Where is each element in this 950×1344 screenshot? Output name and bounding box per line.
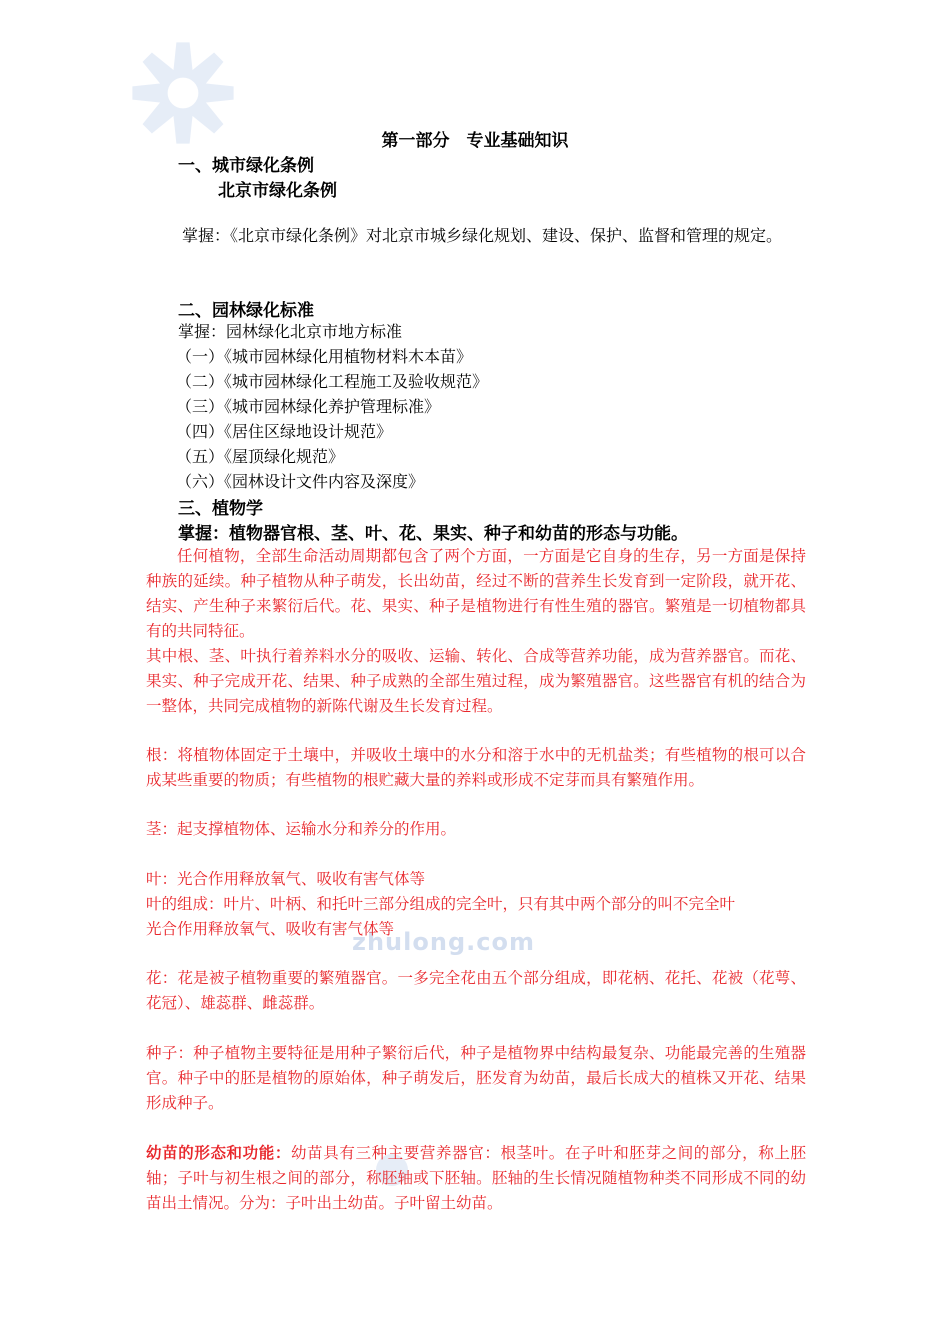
standard-item: （四）《居住区绿地设计规范》 <box>176 422 393 441</box>
section-1-body-block <box>146 223 806 248</box>
leaf-line-1: 叶：光合作用释放氧气、吸收有害气体等 <box>146 870 426 888</box>
standard-item: （二）《城市园林绿化工程施工及验收规范》 <box>176 372 489 391</box>
leaf-paragraph-block <box>146 867 806 942</box>
flower-paragraph: 花：花是被子植物重要的繁殖器官。一多完全花由五个部分组成，即花柄、花托、花被（花萼、花冠）、雄蕊群、雌蕊群。 <box>146 969 806 1012</box>
section-subheading-3: 掌握：植物器官根、茎、叶、花、果实、种子和幼苗的形态与功能。 <box>178 524 688 544</box>
seed-paragraph: 种子：种子植物主要特征是用种子繁衍后代，种子是植物界中结构最复杂、功能最完善的生殖器官。种子中的胚是植物的原始体，种子萌发后，胚发育为幼苗，最后长成大的植株又开花、结果形成种子。 <box>146 1044 806 1112</box>
seedling-text: 幼苗具有三种主要营养器官：根茎叶。在子叶和胚芽之间的部分，称上胚轴；子叶与初生根之间的部分，称胚轴或下胚轴。胚轴的生长情况随植物种类不同形成不同的幼苗出土情况。分为：子叶出土幼苗。子叶留土幼苗。 <box>146 1144 806 1212</box>
seedling-paragraph-block <box>146 1140 806 1216</box>
seed-paragraph-block <box>146 1041 806 1116</box>
section-subheading-1: 北京市绿化条例 <box>218 181 337 201</box>
leaf-line-2: 叶的组成：叶片、叶柄、和托叶三部分组成的完全叶，只有其中两个部分的叫不完全叶 <box>146 895 736 913</box>
seedling-paragraph <box>146 1140 806 1216</box>
section-heading-1: 一、城市绿化条例 <box>178 156 314 176</box>
intro-paragraph-block <box>146 544 806 719</box>
section-1-body: 掌握：《北京市绿化条例》对北京市城乡绿化规划、建设、保护、监督和管理的规定。 <box>182 226 783 245</box>
flower-paragraph-block <box>146 966 806 1016</box>
standard-item: （三）《城市园林绿化养护管理标准》 <box>176 397 441 416</box>
seedling-label: 幼苗的形态和功能： <box>146 1143 292 1162</box>
watermark-text: zhulong.com <box>352 928 535 956</box>
section-heading-3: 三、植物学 <box>178 499 263 519</box>
section-2-intro: 掌握：园林绿化北京市地方标准 <box>178 322 403 341</box>
root-paragraph-block <box>146 743 806 793</box>
root-paragraph: 根：将植物体固定于土壤中，并吸收土壤中的水分和溶于水中的无机盐类；有些植物的根可以合成某些重要的物质；有些植物的根贮藏大量的养料或形成不定芽而具有繁殖作用。 <box>146 746 806 789</box>
stem-paragraph: 茎：起支撑植物体、运输水分和养分的作用。 <box>146 820 457 838</box>
leaf-line-3: 光合作用释放氧气、吸收有害气体等 <box>146 920 395 938</box>
standard-item: （一）《城市园林绿化用植物材料木本苗》 <box>176 347 473 366</box>
stem-paragraph-block <box>146 817 806 842</box>
page-title: 第一部分 专业基础知识 <box>381 131 569 151</box>
organs-paragraph: 其中根、茎、叶执行着养料水分的吸收、运输、转化、合成等营养功能，成为营养器官。而花、果实、种子完成开花、结果、种子成熟的全部生殖过程，成为繁殖器官。这些器官有机的结合为一整体，共同完成植物的新陈代谢及生长发育过程。 <box>146 647 806 715</box>
standard-item: （五）《屋顶绿化规范》 <box>176 447 345 466</box>
intro-paragraph: 任何植物，全部生命活动周期都包含了两个方面，一方面是它自身的生存，另一方面是保持种族的延续。种子植物从种子萌发，长出幼苗，经过不断的营养生长发育到一定阶段，就开花、结实、产生种子来繁衍后代。花、果实、种子是植物进行有性生殖的器官。繁殖是一切植物都具有的共同特征。 <box>146 547 806 640</box>
standard-item: （六）《园林设计文件内容及深度》 <box>176 472 425 491</box>
section-heading-2: 二、园林绿化标准 <box>178 301 314 321</box>
